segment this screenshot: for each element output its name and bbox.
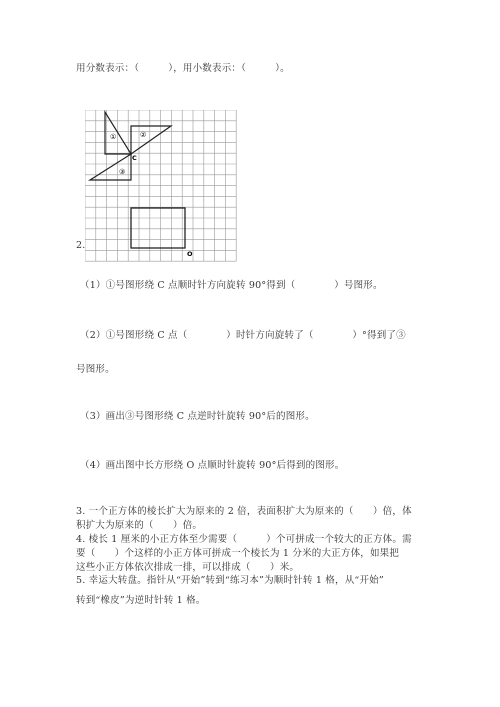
q4-line-a: 4. 棱长 1 厘米的小正方体至少需要（ ）个可拼成一个较大的正方体。需 — [76, 534, 412, 545]
q5-line-b: 转到“橡皮”为逆时针转 1 格。 — [76, 595, 206, 606]
rotation-grid-figure — [85, 110, 245, 270]
q4-line-b: 要（ ）个这样的小正方体可拼成一个棱长为 1 分米的大正方体，如果把 — [76, 548, 400, 559]
shape-3-triangle — [90, 154, 131, 180]
q3-line-b: 积扩大为原来的（ ）倍。 — [76, 520, 203, 531]
label-c: C — [132, 154, 137, 162]
header-line: 用分数表示：（ ），用小数表示：（ ）。 — [76, 63, 290, 74]
q2-part-2a: （2）①号图形绕 C 点（ ）时针方向旋转了（ ）°得到了③ — [80, 330, 406, 341]
q2-part-2b: 号图形。 — [76, 364, 115, 375]
q4-line-c: 这些小正方体依次排成一排，可以排成（ ）米。 — [76, 562, 300, 573]
label-o: O — [187, 250, 193, 258]
label-2: ② — [140, 131, 147, 139]
shape-2-triangle — [131, 126, 171, 154]
q2-part-3: （3）画出③号图形绕 C 点逆时针旋转 90°后的图形。 — [80, 411, 315, 422]
q3-line-a: 3. 一个正方体的棱长扩大为原来的 2 倍，表面积扩大为原来的（ ）倍，体 — [76, 506, 412, 517]
q2-number: 2. — [76, 240, 86, 251]
label-3: ③ — [119, 168, 126, 176]
label-1: ① — [110, 133, 117, 141]
q2-part-4: （4）画出图中长方形绕 O 点顺时针旋转 90°后得到的图形。 — [80, 460, 345, 471]
q2-part-1: （1）①号图形绕 C 点顺时针方向旋转 90°得到（ ）号图形。 — [80, 280, 383, 291]
shape-1-triangle — [105, 112, 131, 154]
q5-line-a: 5. 幸运大转盘。指针从“开始”转到“练习本”为顺时针转 1 格，从“开始” — [76, 575, 384, 586]
